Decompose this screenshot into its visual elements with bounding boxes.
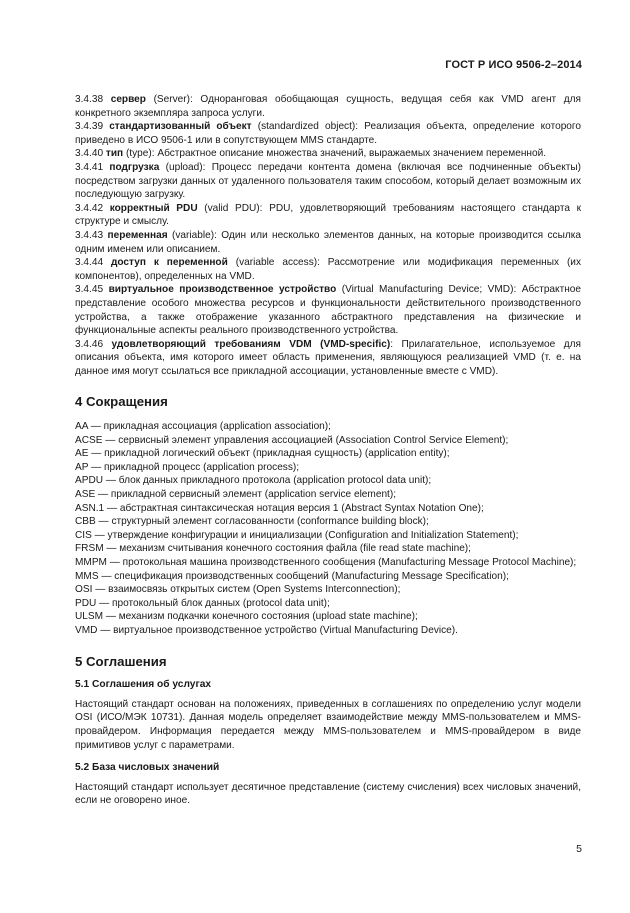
abbreviation-item: AP — прикладной процесс (application process);: [75, 461, 300, 473]
abbreviation-item: APDU — блок данных прикладного протокола (application protocol data unit);: [75, 475, 432, 487]
definitions-list: [75, 93, 581, 378]
definition-term: сервер: [110, 94, 146, 105]
definition-item: [75, 202, 581, 229]
abbreviation-item: AE — прикладной логический объект (прикладная сущность) (application entity);: [75, 448, 450, 460]
abbreviation-item: VMD — виртуальное производственное устройство (Virtual Manufacturing Device).: [75, 624, 458, 636]
abbreviation-item: ASN.1 — абстрактная синтаксическая нотация версия 1 (Abstract Syntax Notation One);: [75, 502, 484, 514]
abbreviation-item: ACSE — сервисный элемент управления ассоциацией (Association Control Service Element);: [75, 434, 509, 446]
definition-text: (variable): Один или несколько элементов данных, на которые производится ссылка одним именем или описанием.: [75, 229, 581, 255]
definition-term: тип: [105, 148, 124, 160]
abbreviations-list: [75, 420, 581, 638]
definition-item: [75, 120, 581, 147]
abbreviation-item: CIS — утверждение конфигурации и инициализации (Configuration and Initialization Statement);: [75, 529, 519, 541]
definition-number: 3.4.38: [75, 94, 104, 105]
definition-term: удовлетворяющий требованиям VDM (VMD-specific): [111, 338, 391, 350]
definition-number: 3.4.43: [75, 229, 104, 241]
page-number: 5: [576, 843, 582, 855]
standard-header: ГОСТ Р ИСО 9506-2–2014: [445, 59, 582, 71]
abbreviation-item: ULSM — механизм подкачки конечного состояния (upload state machine);: [75, 611, 418, 623]
definition-text: (type): Абстрактное описание множества значений, выражаемых значением переменной.: [123, 148, 547, 160]
section-5-1-text: Настоящий стандарт основан на положениях, приведенных в соглашениях по определению услуг модели OSI (ИСО/МЭК 10731). Данная модель определяет взаимодействие между MMS-пользователем и MMS-провайдером. Информация передается между MMS-пользователем и MMS-провайдером в виде примитивов услуг с параметрами.: [75, 698, 581, 751]
abbreviation-item: OSI — взаимосвязь открытых систем (Open Systems Interconnection);: [75, 584, 401, 596]
definition-item: [75, 93, 581, 120]
section-4-title: 4 Сокращения: [75, 394, 168, 410]
definition-number: 3.4.39: [75, 121, 104, 133]
definition-term: переменная: [107, 229, 168, 241]
section-5-2-title: 5.2 База числовых значений: [75, 762, 220, 774]
abbreviation-item: CBB — структурный элемент согласованности (conformance building block);: [75, 516, 429, 528]
definition-item: [75, 161, 581, 202]
definition-text: (standardized object): Реализация объекта, определение которого приведено в ИСО 9506-1 или в сопутствующем MMS стандарте.: [75, 121, 581, 146]
definition-text: (Server): Одноранговая обобщающая сущность, ведущая себя как VMD агент для конкретного экземпляра запроса услуги.: [75, 94, 582, 119]
definition-item: [75, 283, 581, 337]
abbreviation-item: ASE — прикладной сервисный элемент (application service element);: [75, 489, 397, 501]
definition-number: 3.4.44: [75, 257, 104, 269]
definition-term: виртуальное производственное устройство: [108, 284, 337, 296]
abbreviation-item: MMS — спецификация производственных сообщений (Manufacturing Message Specification);: [75, 570, 509, 582]
definition-text: (variable access): Рассмотрение или модификация переменных (их компонентов), определенных на VMD.: [75, 257, 581, 282]
abbreviation-item: PDU — протокольный блок данных (protocol data unit);: [75, 597, 330, 609]
definition-term: доступ к переменной: [110, 257, 228, 269]
definition-item: [75, 147, 581, 161]
definition-item: [75, 229, 581, 256]
definition-text: (Virtual Manufacturing Device; VMD): Абстрактное представление особого множества ресурсов и функциональности действительного производственного устройства, а также отображение указанного абстрактного представления на физические и функциональные аспекты реального производственного устройства.: [75, 284, 581, 337]
definition-term: стандартизованный объект: [109, 121, 252, 133]
definition-text: (valid PDU): PDU, удовлетворяющий требованиям настоящего стандарта к структуре и смыслу.: [75, 202, 581, 228]
definition-number: 3.4.45: [75, 284, 104, 296]
definition-text: : Прилагательное, используемое для описания объекта, имя которого имеет область применения, являющуюся реализацией VMD (т. е. на данное имя могут ссылаться все прикладной ассоциации, установленные вместе с VMD).: [75, 338, 581, 377]
abbreviation-item: AA — прикладная ассоциация (application association);: [75, 421, 331, 433]
section-5-1-title: 5.1 Соглашения об услугах: [75, 679, 212, 691]
definition-text: (upload): Процесс передачи контента домена (включая все подчиненные объекты) посредством загрузки данных от удаленного пользователя таким способом, который делает возможным их последующую загрузку.: [75, 161, 581, 201]
abbreviation-item: MMPM — протокольная машина производственного сообщения (Manufacturing Message Protocol Machine);: [75, 557, 577, 568]
definition-item: [75, 256, 581, 283]
definition-number: 3.4.46: [75, 338, 104, 350]
section-5-title: 5 Соглашения: [75, 653, 167, 669]
definition-term: подгрузка: [109, 161, 160, 173]
definition-number: 3.4.41: [75, 161, 104, 173]
definition-number: 3.4.40: [75, 148, 104, 160]
definition-number: 3.4.42: [75, 202, 104, 214]
definition-term: корректный PDU: [109, 202, 198, 214]
abbreviation-item: FRSM — механизм считывания конечного состояния файла (file read state machine);: [75, 543, 471, 555]
section-5-2-text: Настоящий стандарт использует десятичное представление (систему счисления) всех числовых значений, если не оговорено иное.: [75, 781, 581, 807]
definition-item: [75, 338, 581, 379]
page-content: [75, 93, 581, 808]
